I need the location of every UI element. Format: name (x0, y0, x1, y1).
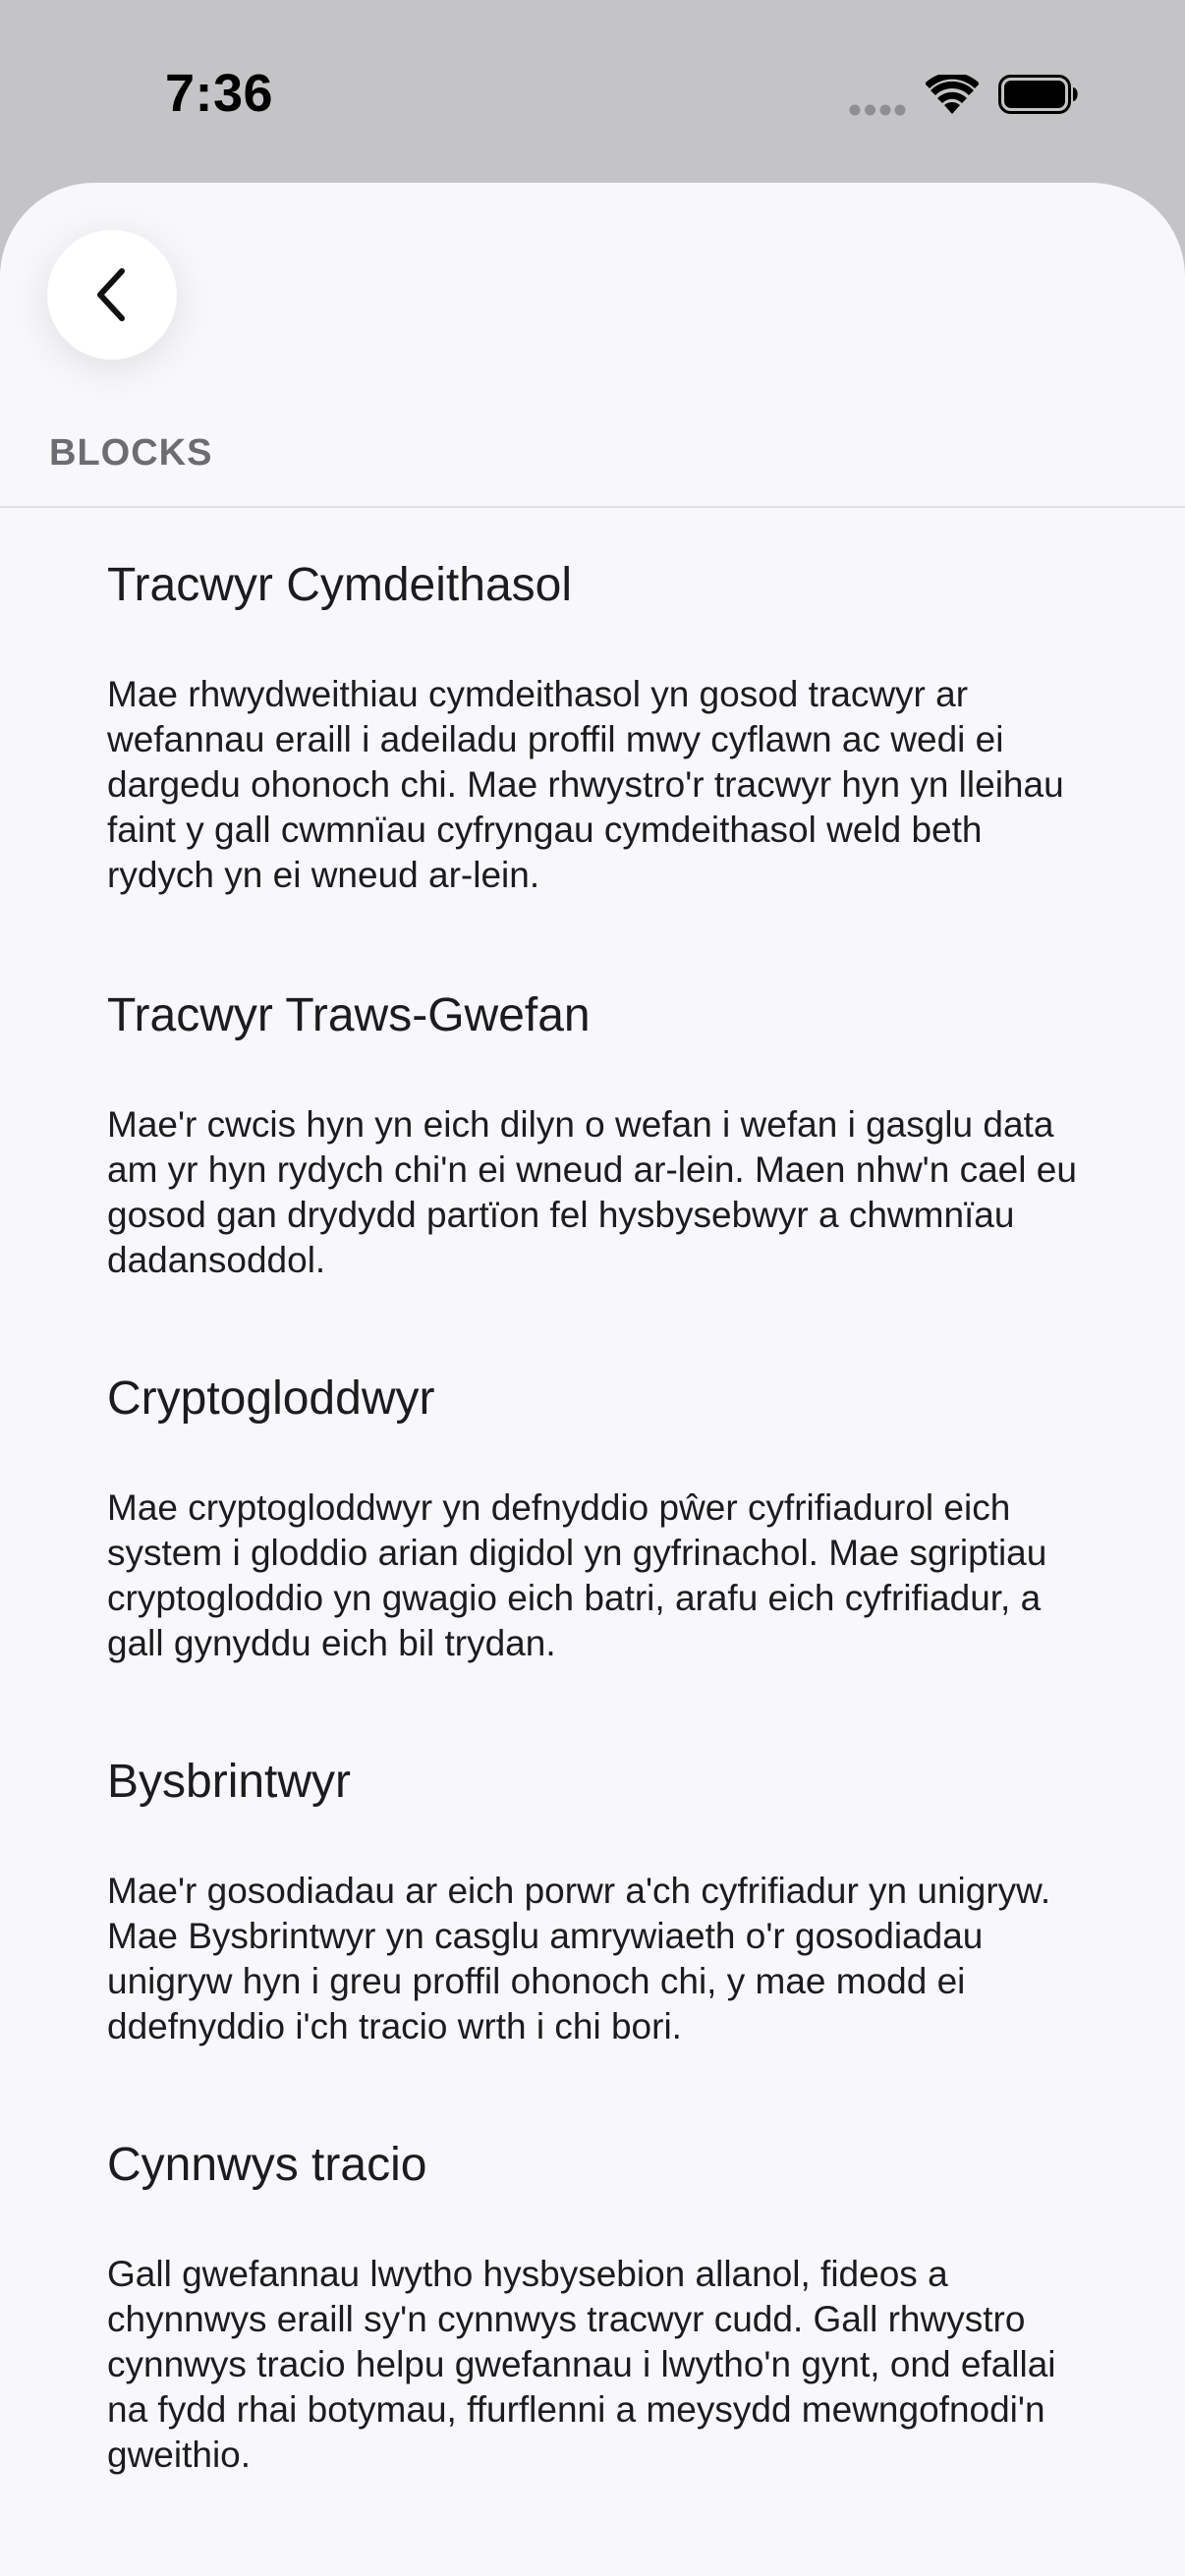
block-item (107, 1370, 1090, 1666)
block-title: Bysbrintwyr (107, 1756, 352, 1808)
back-button[interactable] (47, 230, 177, 360)
block-title: Tracwyr Cymdeithasol (107, 559, 572, 611)
divider (0, 506, 1185, 508)
block-item (107, 986, 1090, 1283)
chevron-left-icon (90, 265, 134, 324)
block-item (107, 556, 1090, 898)
status-time: 7:36 (165, 64, 274, 123)
section-header-blocks: BLOCKS (49, 432, 213, 474)
block-title: Tracwyr Traws-Gwefan (107, 989, 591, 1041)
block-item (107, 1753, 1090, 2049)
blocks-sheet (0, 183, 1185, 2576)
wifi-icon (926, 75, 979, 114)
block-description: Mae'r cwcis hyn yn eich dilyn o wefan i wefan i gasglu data am yr hyn rydych chi'n ei wneud ar-lein. Maen nhw'n cael eu gosod gan drydydd partïon fel hysbysebwyr a chwmnïau dadansoddol. (107, 1104, 1077, 1280)
block-description: Mae'r gosodiadau ar eich porwr a'ch cyfrifiadur yn unigryw. Mae Bysbrintwyr yn casglu amrywiaeth o'r gosodiadau unigryw hyn i greu proffil ohonoch chi, y mae modd ei ddefnyddio i'ch tracio wrth i chi bori. (107, 1871, 1051, 2046)
block-title: Cryptogloddwyr (107, 1372, 435, 1425)
battery-icon (998, 75, 1079, 114)
block-description: Mae rhwydweithiau cymdeithasol yn gosod tracwyr ar wefannau eraill i adeiladu proffil mwy cyflawn ac wedi ei dargedu ohonoch chi. Mae rhwystro'r tracwyr hyn yn lleihau faint y gall cwmnïau cyfryngau cymdeithasol weld beth rydych yn ei wneud ar-lein. (107, 674, 1064, 895)
block-description: Gall gwefannau lwytho hysbysebion allanol, fideos a chynnwys eraill sy'n cynnwys tracwyr cudd. Gall rhwystro cynnwys tracio helpu gwefannau i lwytho'n gynt, ond efallai na fydd rhai botymau, ffurflenni a meysydd mewngofnodi'n gweithio. (107, 2254, 1056, 2475)
status-bar (0, 0, 1185, 183)
block-title: Cynnwys tracio (107, 2139, 427, 2191)
block-item (107, 2136, 1090, 2478)
cellular-signal-icon (849, 104, 906, 116)
block-description: Mae cryptogloddwyr yn defnyddio pŵer cyfrifiadurol eich system i gloddio arian digidol yn gyfrinachol. Mae sgriptiau cryptogloddio yn gwagio eich batri, arafu eich cyfrifiadur, a gall gynyddu eich bil trydan. (107, 1487, 1047, 1663)
